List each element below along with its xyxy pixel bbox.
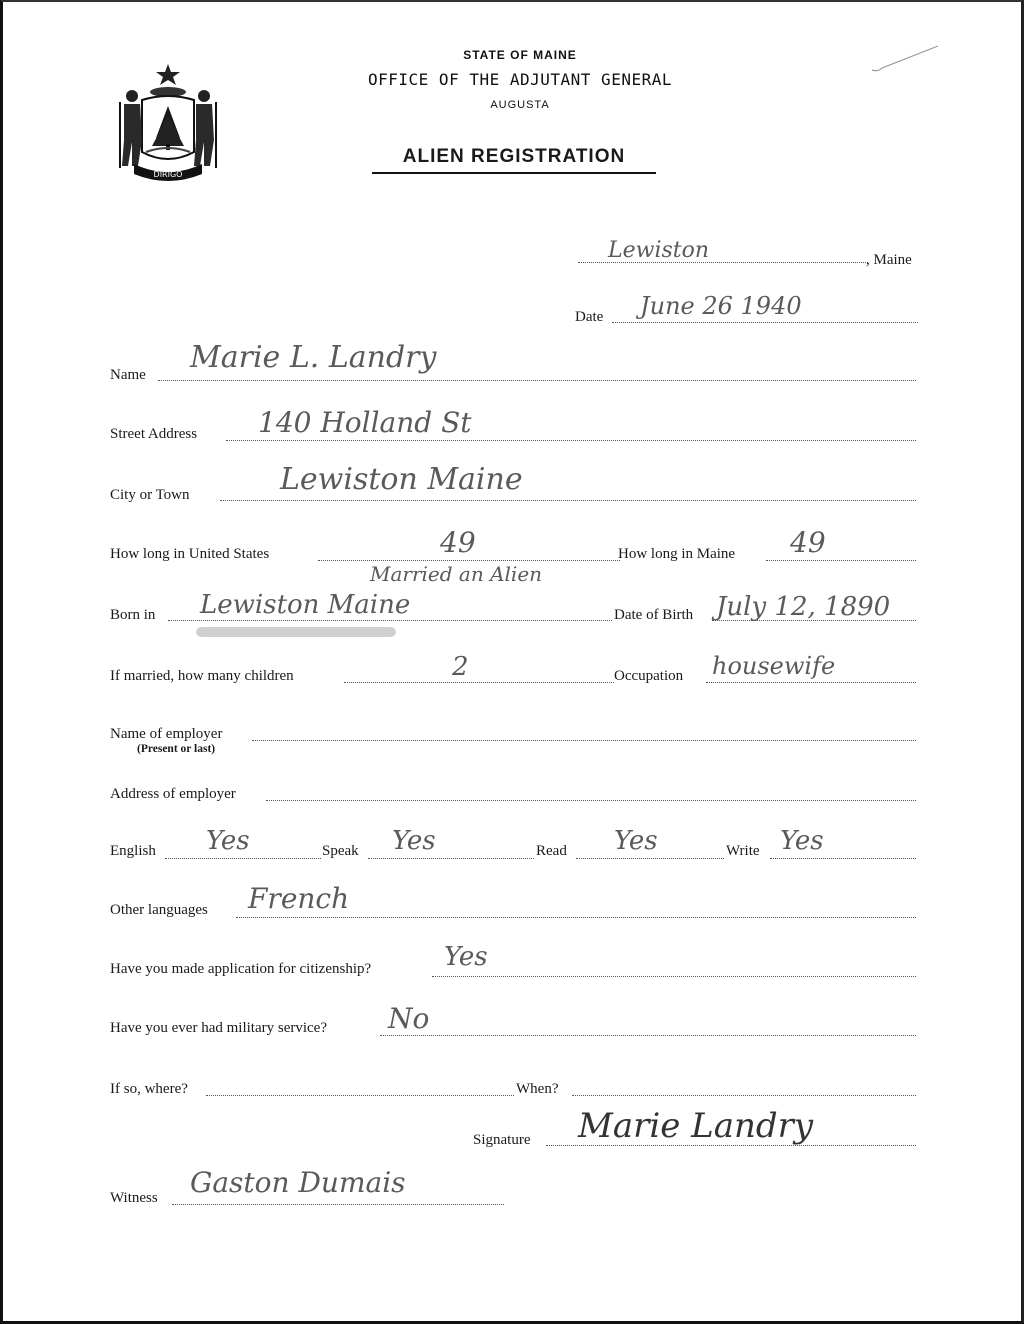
employer-address-line <box>266 800 916 801</box>
city-line <box>220 500 916 501</box>
read-label: Read <box>536 843 567 859</box>
children-label: If married, how many children <box>110 668 294 684</box>
where-label: If so, where? <box>110 1081 188 1097</box>
read-value: Yes <box>614 826 658 856</box>
english-label: English <box>110 843 156 859</box>
dob-value: July 12, 1890 <box>716 592 891 622</box>
street-line <box>226 440 916 441</box>
citizenship-line <box>432 976 916 977</box>
born-value: Lewiston Maine <box>200 590 411 620</box>
employer-address-label: Address of employer <box>110 786 236 802</box>
children-line <box>344 682 614 683</box>
children-value: 2 <box>452 652 469 682</box>
military-line <box>380 1035 916 1036</box>
header-city: AUGUSTA <box>490 99 550 111</box>
when-line <box>572 1095 916 1096</box>
write-label: Write <box>726 843 760 859</box>
speak-label: Speak <box>322 843 359 859</box>
us-duration-label: How long in United States <box>110 546 270 562</box>
born-label: Born in <box>110 607 156 623</box>
other-languages-value: French <box>248 882 350 915</box>
other-languages-line <box>236 917 916 918</box>
smudge <box>196 627 396 637</box>
employer-sublabel: (Present or last) <box>137 743 216 755</box>
signature-value: Marie Landry <box>578 1106 814 1146</box>
dob-label: Date of Birth <box>614 607 694 623</box>
military-label: Have you ever had military service? <box>110 1020 327 1036</box>
witness-value: Gaston Dumais <box>190 1166 406 1199</box>
name-line <box>158 380 916 381</box>
born-annotation: Married an Alien <box>370 562 543 586</box>
occupation-line <box>706 682 916 683</box>
date-label: Date <box>575 309 604 325</box>
header-state: STATE OF MAINE <box>463 48 577 62</box>
occupation-label: Occupation <box>614 668 684 684</box>
english-value: Yes <box>206 826 250 856</box>
write-line <box>770 858 916 859</box>
seal-motto: DIRIGO <box>153 170 183 179</box>
write-value: Yes <box>780 826 824 856</box>
occupation-value: housewife <box>712 652 836 680</box>
street-label: Street Address <box>110 426 198 442</box>
us-duration-line <box>318 560 620 561</box>
place-value: Lewiston <box>608 238 710 263</box>
form-title: ALIEN REGISTRATION <box>372 146 656 174</box>
other-languages-label: Other languages <box>110 902 208 918</box>
maine-duration-value: 49 <box>790 526 826 559</box>
citizenship-value: Yes <box>444 942 488 972</box>
born-line <box>168 620 612 621</box>
date-value: June 26 1940 <box>640 292 802 320</box>
city-value: Lewiston Maine <box>280 462 523 497</box>
speak-line <box>368 858 534 859</box>
military-value: No <box>388 1002 430 1035</box>
speak-value: Yes <box>392 826 436 856</box>
when-label: When? <box>516 1081 559 1097</box>
employer-label: Name of employer <box>110 726 223 742</box>
name-label: Name <box>110 367 146 383</box>
maine-duration-line <box>766 560 916 561</box>
witness-line <box>172 1204 504 1205</box>
citizenship-label: Have you made application for citizenship? <box>110 961 372 977</box>
place-suffix-label: , Maine <box>866 252 912 268</box>
us-duration-value: 49 <box>440 526 476 559</box>
date-line <box>612 322 918 323</box>
where-line <box>206 1095 514 1096</box>
header-office: OFFICE OF THE ADJUTANT GENERAL <box>368 70 672 89</box>
read-line <box>576 858 724 859</box>
english-line <box>165 858 321 859</box>
signature-label: Signature <box>473 1132 531 1148</box>
employer-line <box>252 740 916 741</box>
witness-label: Witness <box>110 1190 158 1206</box>
street-value: 140 Holland St <box>258 406 472 439</box>
name-value: Marie L. Landry <box>190 340 437 375</box>
city-label: City or Town <box>110 487 190 503</box>
maine-duration-label: How long in Maine <box>618 546 736 562</box>
